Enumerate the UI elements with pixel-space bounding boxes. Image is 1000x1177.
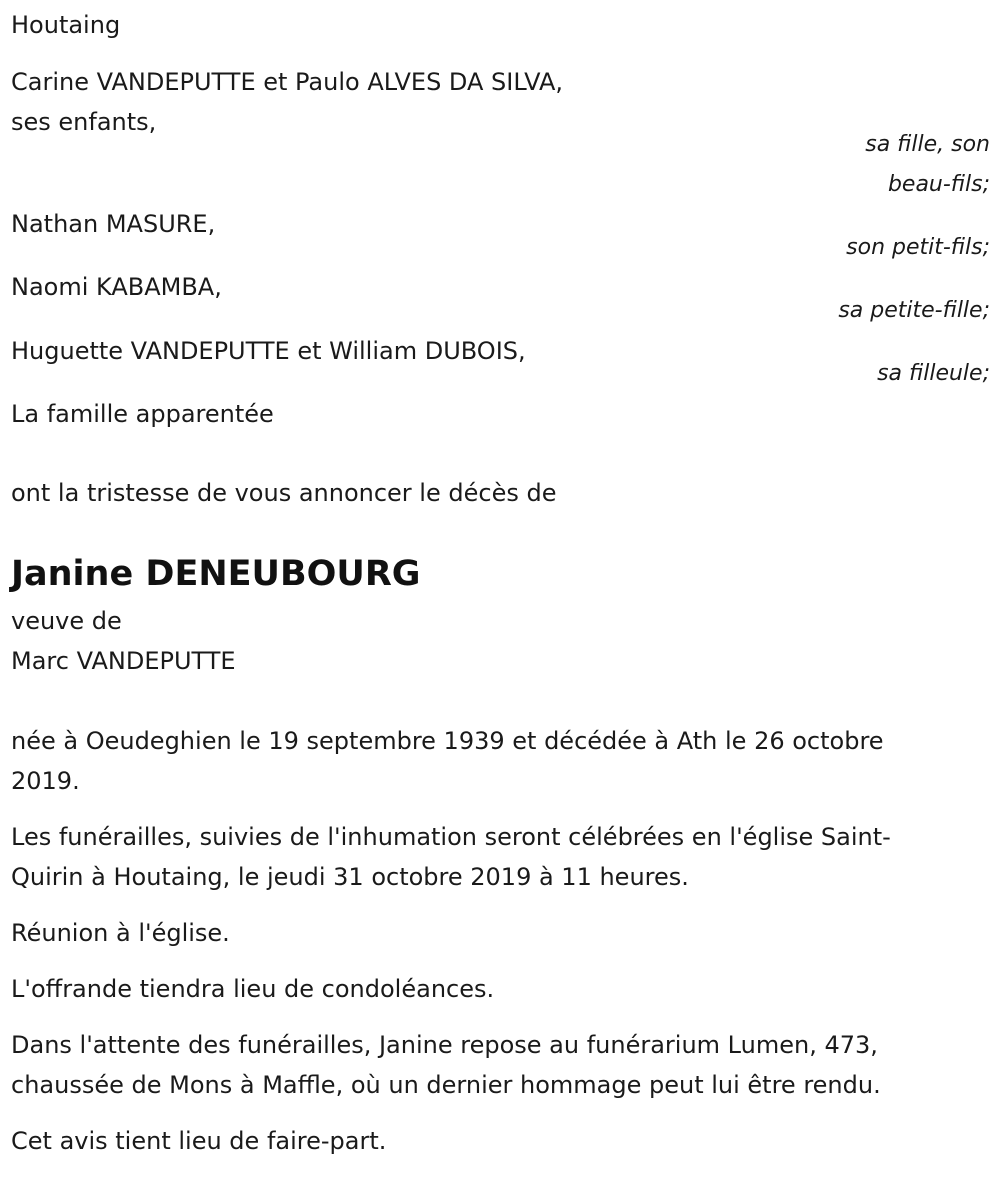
children-label: ses enfants, — [11, 108, 157, 136]
funeral-line-2: Quirin à Houtaing, le jeudi 31 octobre 2019 à 11 heures. — [11, 863, 689, 891]
relatives: La famille apparentée — [11, 400, 274, 428]
location: Houtaing — [11, 11, 121, 39]
grandson-name: Nathan MASURE, — [11, 210, 216, 238]
offering-info: L'offrande tiendra lieu de condoléances. — [11, 975, 495, 1003]
meeting-info: Réunion à l'église. — [11, 919, 230, 947]
granddaughter-name: Naomi KABAMBA, — [11, 273, 222, 301]
grandson-relation: son petit-fils; — [846, 235, 990, 260]
notice: Cet avis tient lieu de faire-part. — [11, 1127, 387, 1155]
goddaughter-relation: sa filleule; — [877, 361, 990, 386]
announcement: ont la tristesse de vous annoncer le décès de — [11, 479, 557, 507]
rest-info-line-2: chaussée de Mons à Maffle, où un dernier hommage peut lui être rendu. — [11, 1071, 881, 1099]
birth-death-line-1: née à Oeudeghien le 19 septembre 1939 et décédée à Ath le 26 octobre — [11, 727, 884, 755]
widow-label: veuve de — [11, 607, 122, 635]
deceased-name: Janine DENEUBOURG — [11, 554, 421, 594]
funeral-line-1: Les funérailles, suivies de l'inhumation seront célébrées en l'église Saint- — [11, 823, 891, 851]
birth-death-line-2: 2019. — [11, 767, 80, 795]
children-relation-2: beau-fils; — [887, 172, 990, 197]
granddaughter-relation: sa petite-fille; — [838, 298, 990, 323]
children-names: Carine VANDEPUTTE et Paulo ALVES DA SILVA, — [11, 68, 564, 96]
spouse-name: Marc VANDEPUTTE — [11, 647, 236, 675]
goddaughter-name: Huguette VANDEPUTTE et William DUBOIS, — [11, 337, 526, 365]
rest-info-line-1: Dans l'attente des funérailles, Janine repose au funérarium Lumen, 473, — [11, 1031, 878, 1059]
children-relation-1: sa fille, son — [865, 132, 990, 157]
